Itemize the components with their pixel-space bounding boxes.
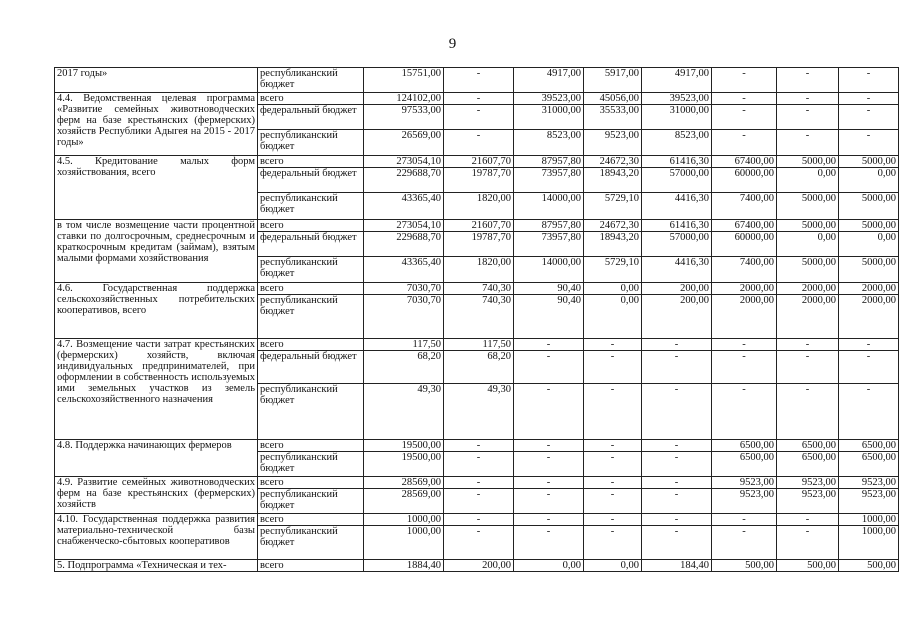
value-cell: 5000,00 xyxy=(839,220,899,232)
value-cell: 68,20 xyxy=(444,351,514,384)
value-cell: 1820,00 xyxy=(444,193,514,220)
value-cell: 117,50 xyxy=(364,339,444,351)
value-cell: - xyxy=(584,477,642,489)
table-row xyxy=(55,283,899,295)
program-cell: в том числе возмещение части процентной ставки по долгосрочным, среднесрочным и краткосрочным кредитам (займам), взятым малыми формами хозяйствования xyxy=(55,220,258,283)
funding-source-cell: всего xyxy=(258,156,364,168)
value-cell: - xyxy=(642,339,712,351)
value-cell: 0,00 xyxy=(514,560,584,572)
value-cell: - xyxy=(839,130,899,156)
value-cell: - xyxy=(777,93,839,105)
value-cell: - xyxy=(444,452,514,477)
value-cell: - xyxy=(514,339,584,351)
funding-source-cell: всего xyxy=(258,477,364,489)
value-cell: 7030,70 xyxy=(364,283,444,295)
value-cell: - xyxy=(642,452,712,477)
value-cell: 5000,00 xyxy=(777,257,839,283)
value-cell: 26569,00 xyxy=(364,130,444,156)
value-cell: 1000,00 xyxy=(839,514,899,526)
value-cell: - xyxy=(444,477,514,489)
value-cell: - xyxy=(444,130,514,156)
value-cell: 14000,00 xyxy=(514,193,584,220)
value-cell: 2000,00 xyxy=(712,283,777,295)
value-cell: 28569,00 xyxy=(364,477,444,489)
value-cell: 28569,00 xyxy=(364,489,444,514)
value-cell: - xyxy=(777,384,839,440)
value-cell: 49,30 xyxy=(364,384,444,440)
value-cell: 1884,40 xyxy=(364,560,444,572)
funding-source-cell: республиканский бюджет xyxy=(258,489,364,514)
program-cell: 4.10. Государственная поддержка развития материально-технической базы снабженческо-сбытовых кооперативов xyxy=(55,514,258,560)
value-cell: 200,00 xyxy=(642,283,712,295)
value-cell: - xyxy=(712,384,777,440)
value-cell: 2000,00 xyxy=(839,295,899,339)
value-cell: - xyxy=(444,105,514,130)
value-cell: 57000,00 xyxy=(642,232,712,257)
funding-source-cell: федеральный бюджет xyxy=(258,351,364,384)
value-cell: - xyxy=(712,351,777,384)
value-cell: - xyxy=(584,384,642,440)
value-cell: 4416,30 xyxy=(642,193,712,220)
value-cell: - xyxy=(584,351,642,384)
value-cell: - xyxy=(839,384,899,440)
value-cell: - xyxy=(642,526,712,560)
value-cell: - xyxy=(584,514,642,526)
value-cell: 4416,30 xyxy=(642,257,712,283)
value-cell: 7400,00 xyxy=(712,257,777,283)
value-cell: - xyxy=(514,440,584,452)
value-cell: - xyxy=(839,339,899,351)
value-cell: 19500,00 xyxy=(364,452,444,477)
value-cell: - xyxy=(777,339,839,351)
value-cell: - xyxy=(777,68,839,93)
page-number: 9 xyxy=(448,36,457,52)
value-cell: 9523,00 xyxy=(839,477,899,489)
value-cell: - xyxy=(642,384,712,440)
value-cell: 5000,00 xyxy=(839,156,899,168)
value-cell: - xyxy=(839,351,899,384)
value-cell: 35533,00 xyxy=(584,105,642,130)
value-cell: 31000,00 xyxy=(642,105,712,130)
value-cell: - xyxy=(642,489,712,514)
table-row xyxy=(55,560,899,572)
value-cell: 87957,80 xyxy=(514,156,584,168)
program-cell: 4.6. Государственная поддержка сельскохозяйственных потребительских кооперативов, всего xyxy=(55,283,258,339)
value-cell: 229688,70 xyxy=(364,232,444,257)
value-cell: - xyxy=(444,93,514,105)
value-cell: - xyxy=(777,351,839,384)
value-cell: 500,00 xyxy=(777,560,839,572)
value-cell: - xyxy=(642,351,712,384)
value-cell: - xyxy=(584,489,642,514)
value-cell: - xyxy=(444,514,514,526)
value-cell: 68,20 xyxy=(364,351,444,384)
value-cell: 73957,80 xyxy=(514,168,584,193)
funding-source-cell: всего xyxy=(258,220,364,232)
value-cell: 2000,00 xyxy=(839,283,899,295)
value-cell: - xyxy=(514,384,584,440)
value-cell: 24672,30 xyxy=(584,220,642,232)
value-cell: 0,00 xyxy=(839,232,899,257)
funding-source-cell: республиканский бюджет xyxy=(258,526,364,560)
value-cell: 0,00 xyxy=(777,232,839,257)
value-cell: 45056,00 xyxy=(584,93,642,105)
value-cell: 43365,40 xyxy=(364,257,444,283)
value-cell: - xyxy=(777,514,839,526)
program-cell: 4.8. Поддержка начинающих фермеров xyxy=(55,440,258,477)
value-cell: - xyxy=(584,339,642,351)
value-cell: 18943,20 xyxy=(584,168,642,193)
program-cell: 4.7. Возмещение части затрат крестьянских (фермерских) хозяйств, включая индивидуальных предпринимателей, при оформлении в собственность используемых ими земельных участков из земель сельскохозяйственного назначения xyxy=(55,339,258,440)
budget-table xyxy=(54,67,899,572)
table-body xyxy=(55,68,899,572)
value-cell: 0,00 xyxy=(584,295,642,339)
value-cell: 43365,40 xyxy=(364,193,444,220)
value-cell: - xyxy=(444,68,514,93)
value-cell: - xyxy=(712,339,777,351)
value-cell: 21607,70 xyxy=(444,220,514,232)
value-cell: 229688,70 xyxy=(364,168,444,193)
value-cell: 14000,00 xyxy=(514,257,584,283)
value-cell: 24672,30 xyxy=(584,156,642,168)
table-row xyxy=(55,514,899,526)
value-cell: 60000,00 xyxy=(712,168,777,193)
value-cell: 2000,00 xyxy=(777,283,839,295)
value-cell: 4917,00 xyxy=(642,68,712,93)
value-cell: 0,00 xyxy=(584,283,642,295)
value-cell: 200,00 xyxy=(642,295,712,339)
value-cell: 6500,00 xyxy=(777,440,839,452)
table-row xyxy=(55,93,899,105)
value-cell: 73957,80 xyxy=(514,232,584,257)
value-cell: 87957,80 xyxy=(514,220,584,232)
value-cell: - xyxy=(712,105,777,130)
value-cell: 90,40 xyxy=(514,283,584,295)
value-cell: 21607,70 xyxy=(444,156,514,168)
value-cell: 7030,70 xyxy=(364,295,444,339)
funding-source-cell: всего xyxy=(258,93,364,105)
value-cell: - xyxy=(777,130,839,156)
value-cell: - xyxy=(584,526,642,560)
program-cell: 5. Подпрограмма «Техническая и тех- xyxy=(55,560,258,572)
value-cell: 740,30 xyxy=(444,295,514,339)
funding-source-cell: всего xyxy=(258,514,364,526)
value-cell: 273054,10 xyxy=(364,156,444,168)
value-cell: - xyxy=(712,68,777,93)
value-cell: 97533,00 xyxy=(364,105,444,130)
program-cell: 4.5. Кредитование малых форм хозяйствования, всего xyxy=(55,156,258,220)
program-cell: 2017 годы» xyxy=(55,68,258,93)
value-cell: - xyxy=(514,489,584,514)
value-cell: 8523,00 xyxy=(514,130,584,156)
value-cell: 18943,20 xyxy=(584,232,642,257)
value-cell: 9523,00 xyxy=(839,489,899,514)
value-cell: - xyxy=(514,514,584,526)
funding-source-cell: республиканский бюджет xyxy=(258,130,364,156)
value-cell: - xyxy=(584,440,642,452)
value-cell: - xyxy=(839,105,899,130)
value-cell: 67400,00 xyxy=(712,156,777,168)
value-cell: 6500,00 xyxy=(712,452,777,477)
value-cell: 5000,00 xyxy=(777,156,839,168)
value-cell: 5000,00 xyxy=(777,220,839,232)
value-cell: 90,40 xyxy=(514,295,584,339)
table-row xyxy=(55,477,899,489)
value-cell: 2000,00 xyxy=(777,295,839,339)
funding-source-cell: республиканский бюджет xyxy=(258,452,364,477)
table-row xyxy=(55,156,899,168)
value-cell: 57000,00 xyxy=(642,168,712,193)
value-cell: 67400,00 xyxy=(712,220,777,232)
value-cell: 5000,00 xyxy=(839,193,899,220)
value-cell: 19500,00 xyxy=(364,440,444,452)
value-cell: 5000,00 xyxy=(839,257,899,283)
value-cell: 1820,00 xyxy=(444,257,514,283)
value-cell: 0,00 xyxy=(777,168,839,193)
value-cell: 500,00 xyxy=(839,560,899,572)
value-cell: - xyxy=(584,452,642,477)
value-cell: 6500,00 xyxy=(839,452,899,477)
value-cell: 19787,70 xyxy=(444,232,514,257)
value-cell: 0,00 xyxy=(839,168,899,193)
table-row xyxy=(55,68,899,93)
funding-source-cell: республиканский бюджет xyxy=(258,193,364,220)
value-cell: - xyxy=(642,477,712,489)
value-cell: 61416,30 xyxy=(642,156,712,168)
program-cell: 4.9. Развитие семейных животноводческих ферм на базе крестьянских (фермерских) хозяйств xyxy=(55,477,258,514)
value-cell: 60000,00 xyxy=(712,232,777,257)
funding-source-cell: федеральный бюджет xyxy=(258,168,364,193)
value-cell: 19787,70 xyxy=(444,168,514,193)
value-cell: 200,00 xyxy=(444,560,514,572)
value-cell: 7400,00 xyxy=(712,193,777,220)
value-cell: 184,40 xyxy=(642,560,712,572)
table-row xyxy=(55,220,899,232)
value-cell: 39523,00 xyxy=(514,93,584,105)
value-cell: 39523,00 xyxy=(642,93,712,105)
value-cell: 117,50 xyxy=(444,339,514,351)
program-cell: 4.4. Ведомственная целевая программа «Развитие семейных животноводческих ферм на базе крестьянских (фермерских) хозяйств Республики Адыгея на 2015 - 2017 годы» xyxy=(55,93,258,156)
value-cell: - xyxy=(839,68,899,93)
value-cell: - xyxy=(777,526,839,560)
value-cell: 1000,00 xyxy=(839,526,899,560)
value-cell: 31000,00 xyxy=(514,105,584,130)
funding-source-cell: федеральный бюджет xyxy=(258,232,364,257)
funding-source-cell: республиканский бюджет xyxy=(258,295,364,339)
value-cell: 15751,00 xyxy=(364,68,444,93)
value-cell: - xyxy=(514,477,584,489)
value-cell: - xyxy=(444,526,514,560)
value-cell: 9523,00 xyxy=(777,489,839,514)
funding-source-cell: всего xyxy=(258,283,364,295)
value-cell: - xyxy=(712,130,777,156)
value-cell: - xyxy=(642,440,712,452)
value-cell: - xyxy=(777,105,839,130)
table-row xyxy=(55,440,899,452)
funding-source-cell: республиканский бюджет xyxy=(258,257,364,283)
funding-source-cell: республиканский бюджет xyxy=(258,384,364,440)
value-cell: 5917,00 xyxy=(584,68,642,93)
value-cell: - xyxy=(514,526,584,560)
value-cell: 61416,30 xyxy=(642,220,712,232)
funding-source-cell: федеральный бюджет xyxy=(258,105,364,130)
value-cell: 1000,00 xyxy=(364,514,444,526)
funding-source-cell: всего xyxy=(258,440,364,452)
value-cell: 500,00 xyxy=(712,560,777,572)
value-cell: 9523,00 xyxy=(777,477,839,489)
value-cell: 9523,00 xyxy=(584,130,642,156)
table-row xyxy=(55,339,899,351)
value-cell: 9523,00 xyxy=(712,477,777,489)
value-cell: 1000,00 xyxy=(364,526,444,560)
value-cell: - xyxy=(444,489,514,514)
value-cell: - xyxy=(712,514,777,526)
value-cell: 2000,00 xyxy=(712,295,777,339)
value-cell: 273054,10 xyxy=(364,220,444,232)
value-cell: - xyxy=(839,93,899,105)
value-cell: 8523,00 xyxy=(642,130,712,156)
value-cell: 0,00 xyxy=(584,560,642,572)
funding-source-cell: всего xyxy=(258,339,364,351)
funding-source-cell: всего xyxy=(258,560,364,572)
value-cell: - xyxy=(712,93,777,105)
value-cell: - xyxy=(444,440,514,452)
value-cell: - xyxy=(712,526,777,560)
value-cell: - xyxy=(514,452,584,477)
value-cell: 4917,00 xyxy=(514,68,584,93)
value-cell: - xyxy=(514,351,584,384)
value-cell: 740,30 xyxy=(444,283,514,295)
value-cell: - xyxy=(642,514,712,526)
value-cell: 9523,00 xyxy=(712,489,777,514)
value-cell: 124102,00 xyxy=(364,93,444,105)
value-cell: 49,30 xyxy=(444,384,514,440)
value-cell: 5729,10 xyxy=(584,193,642,220)
value-cell: 6500,00 xyxy=(777,452,839,477)
value-cell: 6500,00 xyxy=(839,440,899,452)
value-cell: 6500,00 xyxy=(712,440,777,452)
funding-source-cell: республиканский бюджет xyxy=(258,68,364,93)
value-cell: 5000,00 xyxy=(777,193,839,220)
value-cell: 5729,10 xyxy=(584,257,642,283)
